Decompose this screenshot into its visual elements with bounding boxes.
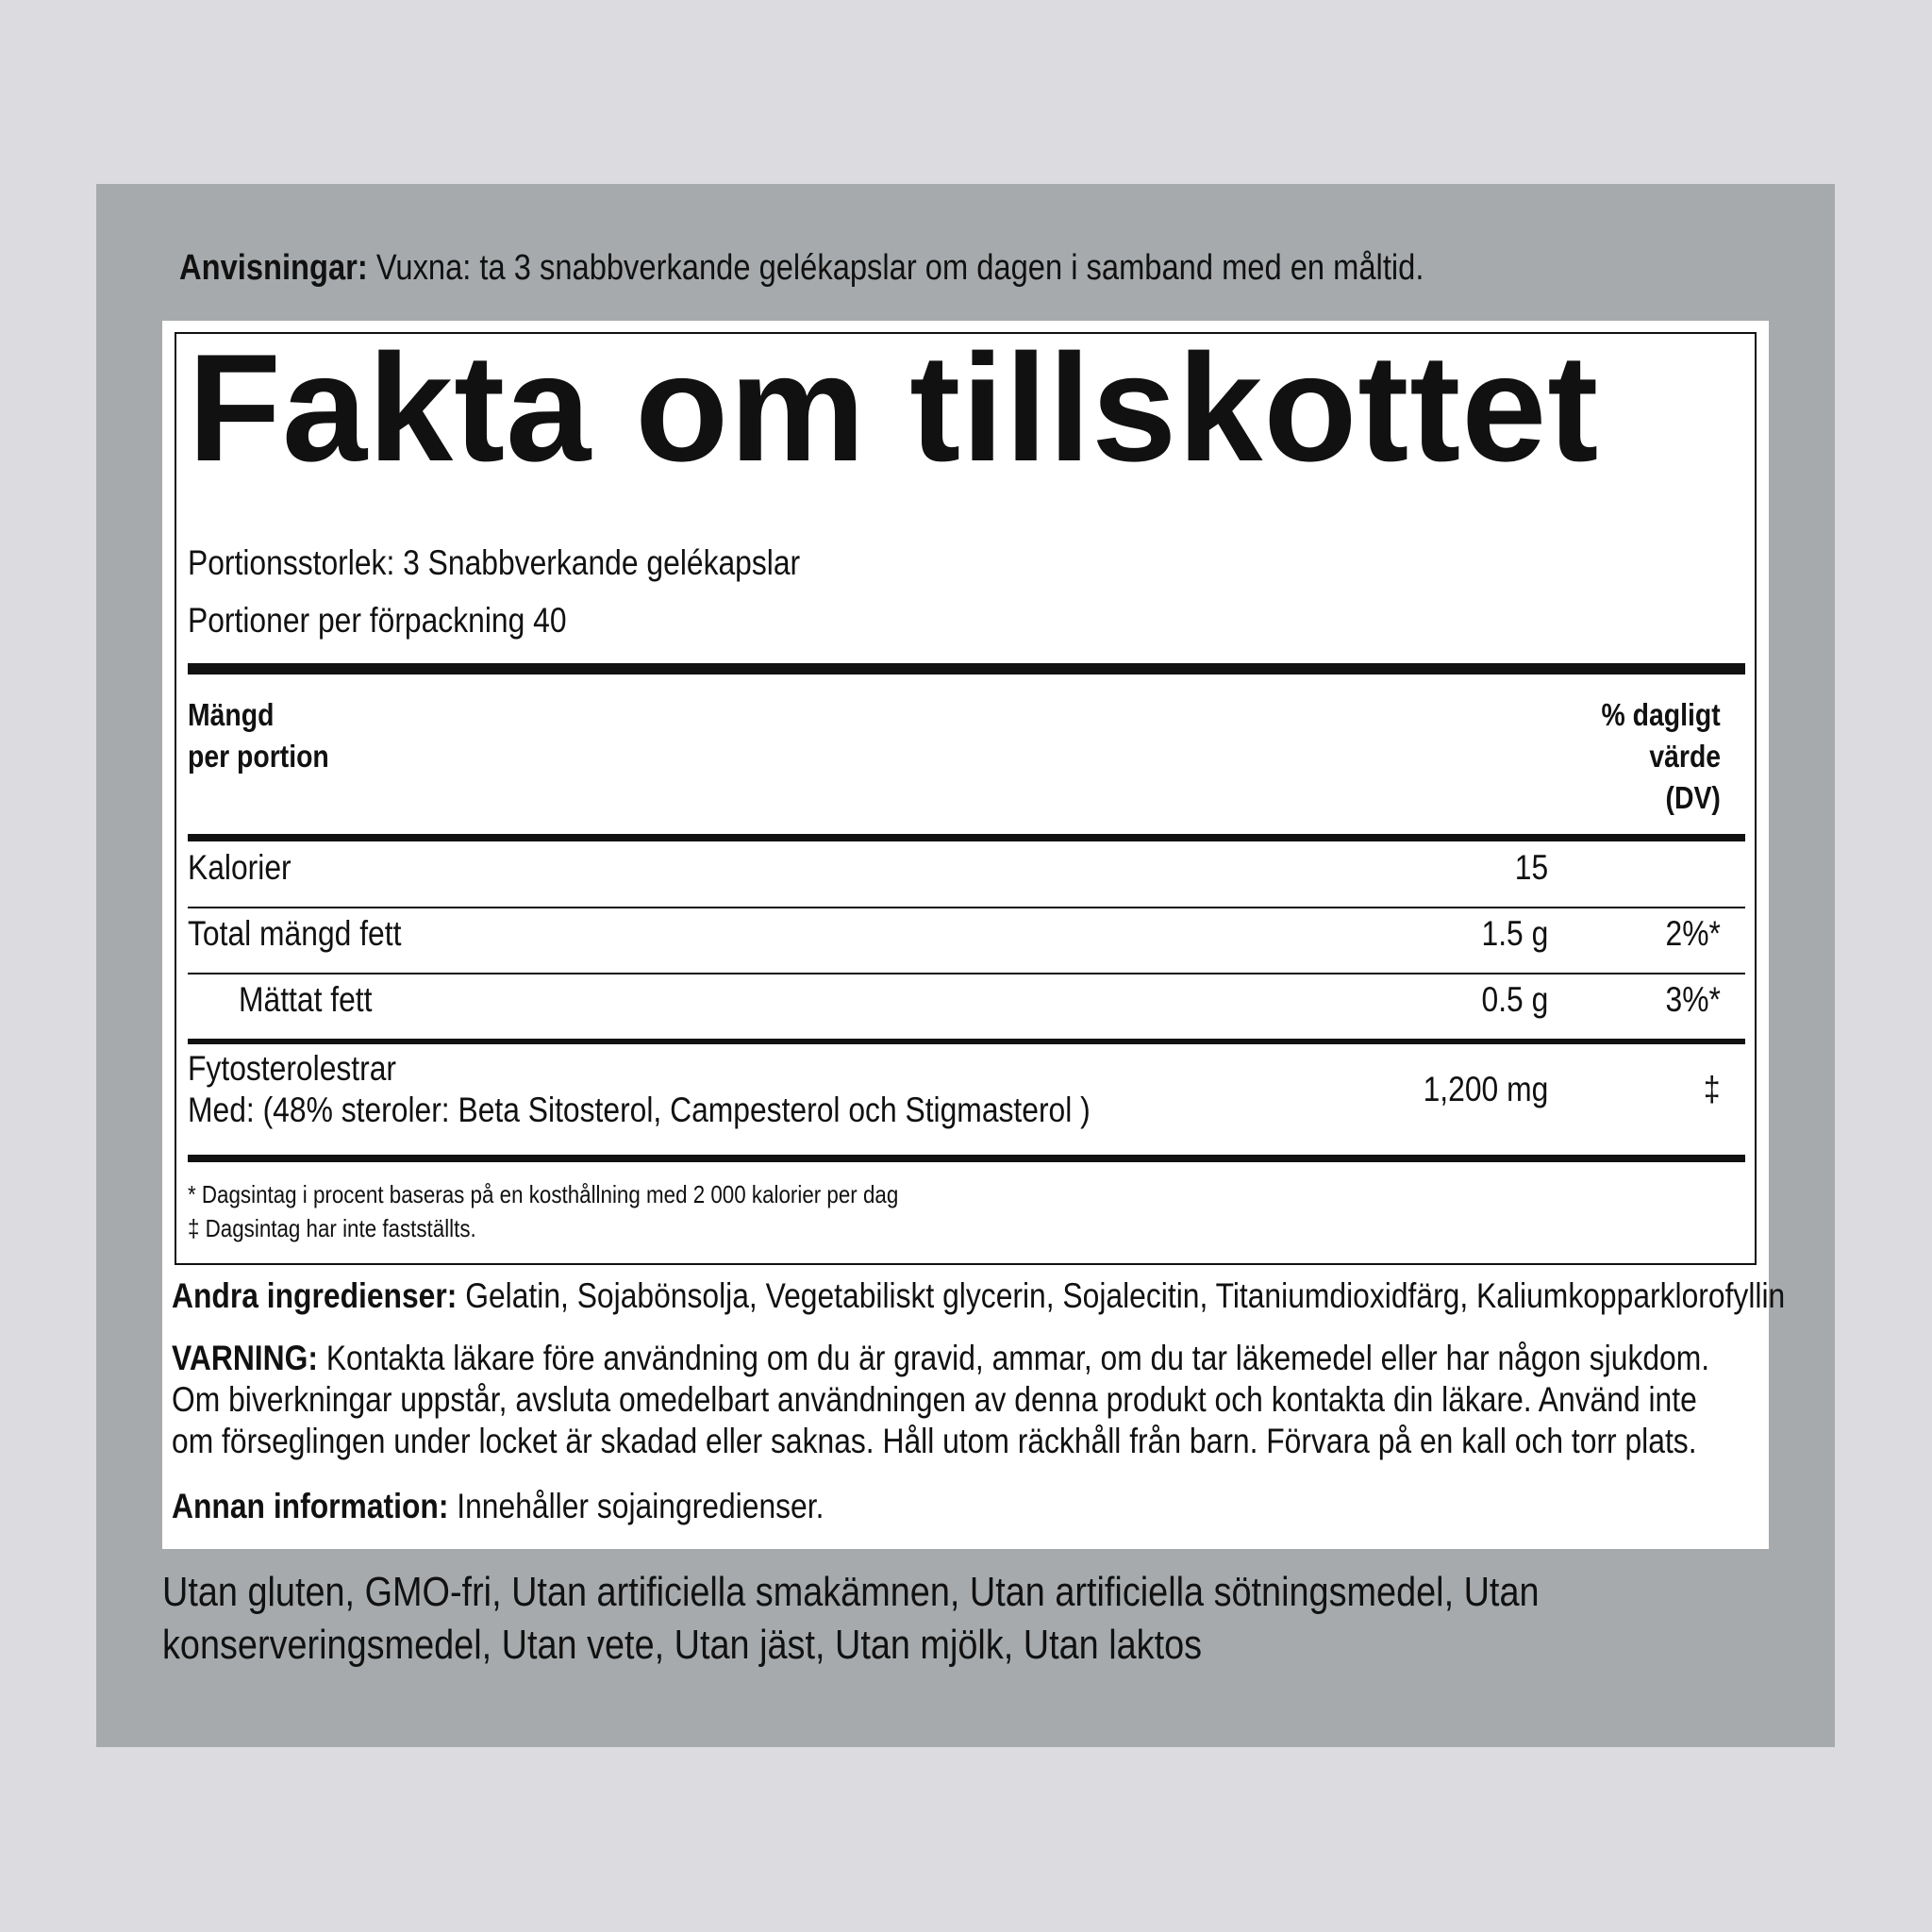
footnote-not-established: ‡ Dagsintag har inte fastställts. <box>188 1214 476 1242</box>
footnote-dv: * Dagsintag i procent baseras på en kosthållning med 2 000 kalorier per dag <box>188 1180 899 1208</box>
row-name: Total mängd fett <box>188 914 402 953</box>
header-dv-line2: värde <box>1649 739 1721 774</box>
other-information-label: Annan information: <box>172 1487 449 1525</box>
directions <box>179 248 1424 289</box>
header-divider <box>188 834 1745 841</box>
serving-size: Portionsstorlek: 3 Snabbverkande gelékapslar <box>188 543 801 582</box>
row-subname: Med: (48% steroler: Beta Sitosterol, Campesterol och Stigmasterol ) <box>188 1091 1091 1129</box>
header-amount-line2: per portion <box>188 739 329 774</box>
white-area <box>162 321 1786 1549</box>
bottom-divider <box>188 1155 1745 1162</box>
other-ingredients-label: Andra ingredienser: <box>172 1276 458 1315</box>
supplement-facts-box <box>175 323 1757 1265</box>
row-name: Mättat fett <box>239 980 373 1019</box>
warning <box>172 1338 1745 1462</box>
header-dv-line1: % dagligt <box>1601 697 1721 732</box>
directions-text: Vuxna: ta 3 snabbverkande gelékapslar om dagen i samband med en måltid. <box>367 248 1424 288</box>
row-name: Fytosterolestrar <box>188 1049 397 1088</box>
other-ingredients-text: Gelatin, Sojabönsolja, Vegetabiliskt glycerin, Sojalecitin, Titaniumdioxidfärg, Kaliumkopparklorofyllin <box>457 1276 1786 1315</box>
row-divider <box>188 973 1745 974</box>
thick-divider <box>188 663 1745 675</box>
row-amount: 15 <box>1514 848 1548 887</box>
row-amount: 0.5 g <box>1481 980 1548 1019</box>
header-amount-line1: Mängd <box>188 697 275 732</box>
row-amount: 1,200 mg <box>1423 1070 1548 1108</box>
warning-label: VARNING: <box>172 1339 318 1377</box>
facts-title: Fakta om tillskottet <box>188 323 1600 493</box>
free-from-claims: Utan gluten, GMO-fri, Utan artificiella smakämnen, Utan artificiella sötningsmedel, Utan konserveringsmedel, Utan vete, Utan jäst, Utan mjölk, Utan laktos <box>162 1569 1540 1668</box>
row-amount: 1.5 g <box>1481 914 1548 953</box>
other-ingredients <box>172 1275 1785 1317</box>
other-information-text: Innehåller sojaingredienser. <box>448 1487 824 1525</box>
other-information <box>172 1486 824 1527</box>
row-dv: ‡ <box>1704 1070 1721 1108</box>
row-divider <box>188 1039 1745 1044</box>
row-dv: 3%* <box>1665 980 1721 1019</box>
row-divider <box>188 907 1745 908</box>
directions-label: Anvisningar: <box>179 248 368 288</box>
servings-per-container: Portioner per förpackning 40 <box>188 601 567 640</box>
row-name: Kalorier <box>188 848 291 887</box>
label-panel <box>96 184 1835 1747</box>
header-dv-line3: (DV) <box>1665 780 1721 815</box>
warning-text: Kontakta läkare före användning om du är gravid, ammar, om du tar läkemedel eller har någon sjukdom. Om biverkningar uppstår, avsluta omedelbart användningen av denna produkt och kontakta din läkare. Använd inte om förseglingen under locket är skadad eller saknas. Håll utom räckhåll från barn. Förvara på en kall och torr plats. <box>172 1339 1710 1460</box>
row-dv: 2%* <box>1665 914 1721 953</box>
